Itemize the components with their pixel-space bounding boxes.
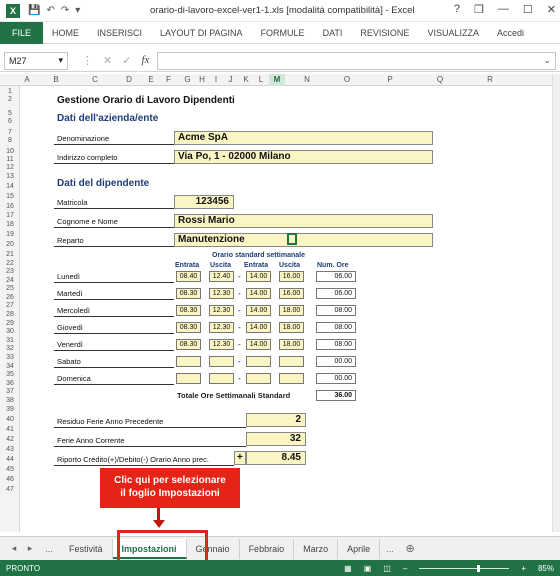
section-employee-heading: Dati del dipendente xyxy=(57,178,150,189)
row-header[interactable]: 8 xyxy=(8,137,12,144)
normal-view-icon[interactable]: ▦ xyxy=(344,563,352,573)
callout-box xyxy=(100,468,240,508)
time-out2-cell[interactable]: 18.00 xyxy=(279,305,304,316)
row-header[interactable]: 2 xyxy=(8,96,12,103)
row-header[interactable]: 46 xyxy=(6,476,14,483)
time-in-cell[interactable]: 08.30 xyxy=(176,288,201,299)
row-header[interactable]: 38 xyxy=(6,397,14,404)
row-header[interactable]: 25 xyxy=(6,285,14,292)
row-header[interactable]: 14 xyxy=(6,183,14,190)
row-header[interactable]: 17 xyxy=(6,212,14,219)
label-underline xyxy=(54,316,174,317)
time-out-cell[interactable] xyxy=(209,356,234,367)
column-header[interactable]: P xyxy=(387,75,393,84)
row-header[interactable]: 11 xyxy=(6,156,14,163)
column-header[interactable]: R xyxy=(487,75,493,84)
day-label: Lunedì xyxy=(57,272,80,281)
time-in-cell[interactable]: 08.30 xyxy=(176,305,201,316)
label-underline xyxy=(54,333,174,334)
label-underline xyxy=(54,163,174,164)
col-header-out: Uscita xyxy=(210,262,232,269)
sheet-tab-bar xyxy=(0,536,560,560)
company-address-field[interactable]: Via Po, 1 - 02000 Milano xyxy=(174,150,433,164)
column-header[interactable]: I xyxy=(214,75,218,84)
col-header-in: Entrata xyxy=(175,262,200,269)
day-label: Venerdì xyxy=(57,340,83,349)
column-headers xyxy=(0,74,552,86)
row-header[interactable]: 31 xyxy=(6,337,14,344)
row-header[interactable]: 5 xyxy=(8,110,12,117)
ribbon-tabs xyxy=(0,22,560,44)
status-bar xyxy=(0,560,560,576)
scroll-left-icon[interactable]: ◂ xyxy=(11,543,17,553)
time-in-cell[interactable]: 08.30 xyxy=(176,322,201,333)
zoom-slider[interactable] xyxy=(419,568,509,569)
time-out-cell[interactable]: 12.30 xyxy=(209,339,234,350)
column-header[interactable]: E xyxy=(148,75,154,84)
tab-page-layout[interactable]: LAYOUT DI PAGINA xyxy=(160,27,243,38)
time-out-cell[interactable]: 12.30 xyxy=(209,322,234,333)
column-header[interactable]: A xyxy=(24,75,30,84)
company-name-field[interactable]: Acme SpA xyxy=(174,131,433,145)
tab-file[interactable]: FILE xyxy=(0,22,43,44)
row-header[interactable]: 39 xyxy=(6,406,14,413)
row-header[interactable]: 18 xyxy=(6,221,14,228)
row-header[interactable]: 15 xyxy=(6,193,14,200)
col-header-in2: Entrata xyxy=(244,262,269,269)
row-header[interactable]: 45 xyxy=(6,466,14,473)
more-tabs-right[interactable]: ... xyxy=(386,543,394,554)
label-employee-id: Matricola xyxy=(57,198,88,207)
label-underline xyxy=(54,384,174,385)
callout-line-1: Clic qui per selezionare xyxy=(114,475,226,486)
time-in2-cell[interactable]: 14.00 xyxy=(246,271,271,282)
time-in2-cell[interactable] xyxy=(246,356,271,367)
page-break-view-icon[interactable]: ◫ xyxy=(383,563,391,573)
tab-home[interactable]: HOME xyxy=(52,27,80,38)
time-in-cell[interactable] xyxy=(176,356,201,367)
page-layout-view-icon[interactable]: ▣ xyxy=(363,563,372,573)
chevron-down-icon[interactable]: ▾ xyxy=(58,55,63,65)
time-in2-cell[interactable]: 14.00 xyxy=(246,305,271,316)
label-underline xyxy=(54,208,174,209)
leave-curr-field[interactable]: 32 xyxy=(246,432,306,446)
day-label: Martedì xyxy=(57,289,83,298)
employee-name-field[interactable]: Rossi Mario xyxy=(174,214,433,228)
sheet-tab-febbraio[interactable]: Febbraio xyxy=(240,539,295,559)
tab-formulas[interactable]: FORMULE xyxy=(260,27,305,38)
tab-review[interactable]: REVISIONE xyxy=(360,27,410,38)
status-right xyxy=(344,564,554,573)
day-label: Giovedì xyxy=(57,323,83,332)
row-header[interactable]: 28 xyxy=(6,311,14,318)
label-underline xyxy=(54,465,234,466)
save-icon[interactable]: 💾 xyxy=(28,5,41,16)
zoom-slider-thumb[interactable] xyxy=(477,565,480,572)
label-employee-dept: Reparto xyxy=(57,236,84,245)
dash: - xyxy=(238,340,241,349)
column-header[interactable]: C xyxy=(92,75,98,84)
row-header[interactable]: 20 xyxy=(6,241,14,248)
name-box[interactable] xyxy=(4,52,68,70)
customize-icon[interactable]: ▾ xyxy=(75,5,81,16)
sign-in-link[interactable]: Accedi xyxy=(496,27,524,38)
leave-prev-field[interactable]: 2 xyxy=(246,413,306,427)
time-in-cell[interactable]: 08.40 xyxy=(176,271,201,282)
sheet-tab-aprile[interactable]: Aprile xyxy=(338,539,380,559)
time-out2-cell[interactable] xyxy=(279,356,304,367)
help-button[interactable]: ? xyxy=(453,3,461,15)
insert-function-icon[interactable]: fx xyxy=(141,54,150,66)
row-header[interactable]: 41 xyxy=(6,426,14,433)
formula-bar xyxy=(0,50,560,72)
schedule-title: Orario standard settimanale xyxy=(212,252,305,259)
label-credit-debit: Riporto Credito(+)/Debito(-) Orario Anno prec. xyxy=(57,455,209,464)
callout-line-2: il foglio Impostazioni xyxy=(120,488,220,499)
hours-cell: 06.00 xyxy=(316,271,356,282)
credit-value-field[interactable]: 8.45 xyxy=(246,451,306,465)
zoom-out-icon[interactable]: – xyxy=(402,563,408,573)
dash: - xyxy=(238,272,241,281)
column-header[interactable]: O xyxy=(343,75,351,84)
time-out-cell[interactable]: 12.40 xyxy=(209,271,234,282)
label-leave-prev: Residuo Ferie Anno Precedente xyxy=(57,417,164,426)
label-underline xyxy=(54,227,174,228)
expand-formula-icon[interactable]: ⌄ xyxy=(543,55,551,65)
label-underline xyxy=(54,299,174,300)
col-header-hours: Num. Ore xyxy=(317,262,349,269)
row-header[interactable]: 47 xyxy=(6,486,14,493)
title-bar xyxy=(0,0,560,22)
column-header[interactable]: N xyxy=(304,75,310,84)
row-header[interactable]: 40 xyxy=(6,416,14,423)
column-header[interactable]: G xyxy=(184,75,191,84)
formula-input[interactable] xyxy=(157,52,556,70)
tab-insert[interactable]: INSERISCI xyxy=(97,27,143,38)
time-out-cell[interactable]: 12.30 xyxy=(209,305,234,316)
row-header[interactable]: 22 xyxy=(6,260,14,267)
undo-icon[interactable]: ↶ xyxy=(46,5,55,16)
dash: - xyxy=(238,357,241,366)
time-out-cell[interactable] xyxy=(209,373,234,384)
row-header[interactable]: 29 xyxy=(6,320,14,327)
time-in2-cell[interactable]: 14.00 xyxy=(246,339,271,350)
label-underline xyxy=(54,367,174,368)
col-header-out2: Uscita xyxy=(279,262,301,269)
employee-id-field[interactable]: 123456 xyxy=(174,195,234,209)
label-leave-curr: Ferie Anno Corrente xyxy=(57,436,125,445)
sheet-tab-marzo[interactable]: Marzo xyxy=(294,539,338,559)
maximize-button[interactable]: ☐ xyxy=(522,4,533,16)
redo-icon[interactable]: ↷ xyxy=(60,5,70,16)
day-label: Sabato xyxy=(57,357,81,366)
scroll-right-icon[interactable]: ▸ xyxy=(27,543,33,553)
row-header[interactable]: 7 xyxy=(8,129,12,136)
row-header[interactable]: 10 xyxy=(6,148,14,155)
enter-icon[interactable]: ✓ xyxy=(122,55,132,67)
label-underline xyxy=(54,350,174,351)
time-in-cell[interactable] xyxy=(176,373,201,384)
hours-cell: 00.00 xyxy=(316,356,356,367)
row-header[interactable]: 26 xyxy=(6,294,14,301)
column-header[interactable]: K xyxy=(243,75,249,84)
time-in2-cell[interactable] xyxy=(246,373,271,384)
row-header[interactable]: 16 xyxy=(6,203,14,210)
time-out2-cell[interactable]: 18.00 xyxy=(279,339,304,350)
column-header[interactable]: F xyxy=(166,75,171,84)
time-in-cell[interactable]: 08.30 xyxy=(176,339,201,350)
row-header[interactable]: 35 xyxy=(6,371,14,378)
row-header[interactable]: 37 xyxy=(6,388,14,395)
status-text: PRONTO xyxy=(6,563,41,573)
dash: - xyxy=(238,323,241,332)
column-header-selected[interactable]: M xyxy=(269,74,285,86)
employee-dept-field[interactable]: Manutenzione xyxy=(174,233,433,247)
row-header[interactable]: 42 xyxy=(6,436,14,443)
row-header[interactable]: 30 xyxy=(6,328,14,335)
row-header[interactable]: 32 xyxy=(6,345,14,352)
label-total-hours: Totale Ore Settimanali Standard xyxy=(177,391,291,400)
name-box-value: M27 xyxy=(9,55,27,66)
row-header[interactable]: 44 xyxy=(6,456,14,463)
row-header[interactable]: 43 xyxy=(6,446,14,453)
add-sheet-icon[interactable]: ⊕ xyxy=(405,543,415,555)
column-header[interactable]: D xyxy=(126,75,132,84)
excel-logo-icon: X xyxy=(6,4,20,18)
formula-icons xyxy=(82,54,149,67)
dash: - xyxy=(238,374,241,383)
row-header[interactable]: 33 xyxy=(6,354,14,361)
tab-view[interactable]: VISUALIZZA xyxy=(427,27,479,38)
worksheet[interactable] xyxy=(20,86,552,532)
label-underline xyxy=(54,144,174,145)
row-header[interactable]: 13 xyxy=(6,173,14,180)
label-underline xyxy=(54,246,174,247)
zoom-level[interactable]: 85% xyxy=(537,563,554,573)
label-underline xyxy=(54,282,174,283)
label-company-name: Denominazione xyxy=(57,134,110,143)
column-header[interactable]: Q xyxy=(436,75,444,84)
hours-cell: 08.00 xyxy=(316,322,356,333)
row-header[interactable]: 36 xyxy=(6,380,14,387)
row-header[interactable]: 19 xyxy=(6,231,14,238)
minimize-button[interactable]: — xyxy=(497,3,509,15)
dash: - xyxy=(238,289,241,298)
dash: - xyxy=(238,306,241,315)
row-header[interactable]: 27 xyxy=(6,302,14,309)
more-icon: ⋮ xyxy=(82,55,93,67)
tab-data[interactable]: DATI xyxy=(322,27,343,38)
row-header[interactable]: 24 xyxy=(6,277,14,284)
ribbon-display-button[interactable]: ❒ xyxy=(474,4,484,16)
zoom-in-icon[interactable]: + xyxy=(521,563,526,573)
sheet-tab-impostazioni[interactable]: Impostazioni xyxy=(113,539,187,559)
form-title: Gestione Orario di Lavoro Dipendenti xyxy=(57,95,235,106)
total-hours-cell: 36.00 xyxy=(316,390,356,401)
row-header[interactable]: 6 xyxy=(8,118,12,125)
hours-cell: 06.00 xyxy=(316,288,356,299)
vertical-scrollbar[interactable] xyxy=(552,74,560,532)
column-header[interactable]: H xyxy=(199,75,205,84)
sheet-tab-gennaio[interactable]: Gennaio xyxy=(187,539,240,559)
cancel-icon[interactable]: ✕ xyxy=(103,55,113,67)
row-header[interactable]: 12 xyxy=(6,164,14,171)
time-in2-cell[interactable]: 14.00 xyxy=(246,322,271,333)
section-company-heading: Dati dell'azienda/ente xyxy=(57,113,159,124)
close-button[interactable]: ✕ xyxy=(546,4,556,16)
row-header[interactable]: 34 xyxy=(6,363,14,370)
hours-cell: 08.00 xyxy=(316,305,356,316)
column-header[interactable]: B xyxy=(53,75,59,84)
day-label: Mercoledì xyxy=(57,306,90,315)
window-title: orario-di-lavoro-excel-ver1-1.xls [modalità compatibilità] - Excel xyxy=(150,5,415,16)
label-company-address: Indirizzo completo xyxy=(57,153,118,162)
time-out-cell[interactable]: 12.30 xyxy=(209,288,234,299)
label-employee-name: Cognome e Nome xyxy=(57,217,118,226)
window-controls xyxy=(454,3,556,16)
sheet-tab-festivita[interactable]: Festività xyxy=(60,539,113,559)
time-out2-cell[interactable]: 16.00 xyxy=(279,288,304,299)
quick-access-toolbar xyxy=(28,5,80,16)
selected-cell xyxy=(287,233,297,245)
column-header[interactable]: L xyxy=(258,75,264,84)
column-header[interactable]: J xyxy=(228,75,233,84)
credit-sign-field[interactable]: + xyxy=(234,451,246,465)
hours-cell: 00.00 xyxy=(316,373,356,384)
label-underline xyxy=(54,446,246,447)
time-out2-cell[interactable]: 18.00 xyxy=(279,322,304,333)
row-header[interactable]: 1 xyxy=(8,88,12,95)
row-header[interactable]: 23 xyxy=(6,268,14,275)
time-out2-cell[interactable]: 16.00 xyxy=(279,271,304,282)
more-tabs-left[interactable]: ... xyxy=(45,543,53,554)
label-underline xyxy=(54,427,246,428)
time-out2-cell[interactable] xyxy=(279,373,304,384)
hours-cell: 08.00 xyxy=(316,339,356,350)
row-header[interactable]: 21 xyxy=(6,251,14,258)
arrow-down-icon xyxy=(153,520,165,528)
row-headers xyxy=(0,86,20,532)
time-in2-cell[interactable]: 14.00 xyxy=(246,288,271,299)
day-label: Domenica xyxy=(57,374,91,383)
